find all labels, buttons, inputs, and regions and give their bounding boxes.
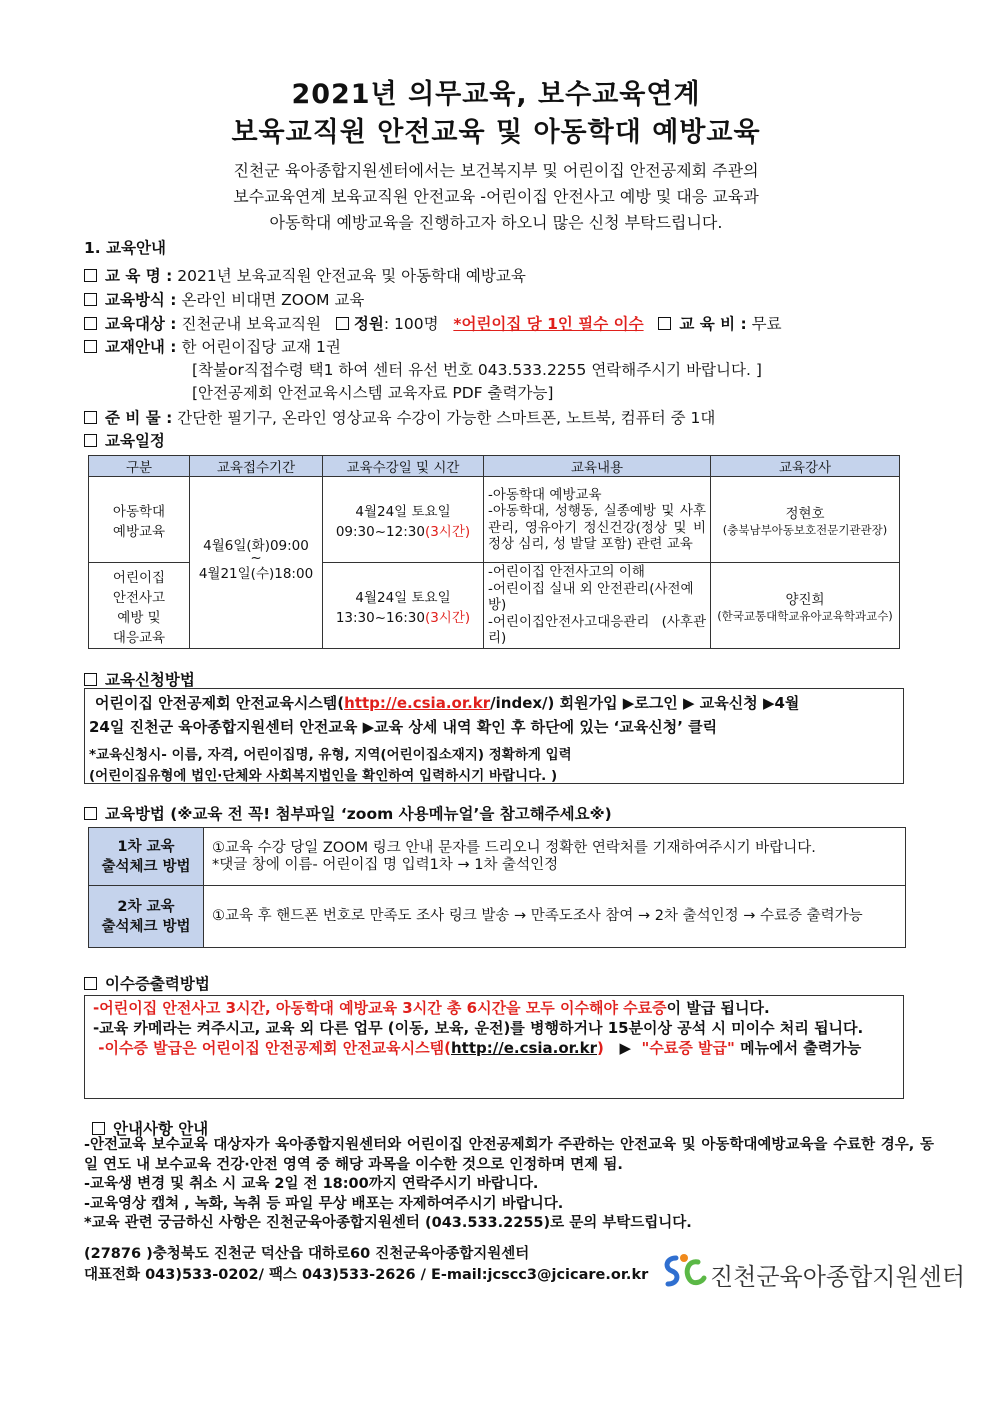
textbook-note-1: [착불or직접수령 택1 하여 센터 유선 번호 043.533.2255 연락해주시기 바랍니다. ] bbox=[192, 361, 762, 379]
csia-link-2[interactable]: http://e.csia.or.kr bbox=[451, 1039, 598, 1057]
notice-line-3: -교육영상 캡쳐 , 녹화, 녹취 등 파일 무상 배포는 자제하여주시기 바랍니다. bbox=[84, 1195, 564, 1212]
intro-line-2: 보수교육연계 보육교직원 안전교육 -어린이집 안전사고 예방 및 대응 교육과 bbox=[233, 187, 759, 206]
center-logo bbox=[660, 1250, 966, 1292]
notice-line-2: -교육생 변경 및 취소 시 교육 2일 전 18:00까지 연락주시기 바랍니다. bbox=[84, 1176, 539, 1192]
info-row-name: 교 육 명 : 2021년 보육교직원 안전교육 및 아동학대 예방교육 bbox=[84, 264, 526, 286]
notice-line-4: *교육 관련 궁금하신 사항은 진천군육아종합지원센터 (043.533.2255)로 문의 부탁드립니다. bbox=[84, 1215, 692, 1231]
certificate-line-2: -교육 카메라는 켜주시고, 교육 외 다른 업무 (이동, 보육, 운전)를 병행하거나 15분이상 공석 시 미이수 처리 됩니다. bbox=[93, 1019, 864, 1037]
header-category: 구분 bbox=[89, 456, 190, 477]
header-content: 교육내용 bbox=[484, 456, 711, 477]
info-row-target: 교육대상 : 진천군내 보육교직원 정원: 100명 *어린이집 당 1인 필수 이수 교 육 비 : 무료 bbox=[84, 312, 782, 334]
apply-box bbox=[84, 688, 904, 784]
table-row bbox=[89, 886, 906, 948]
document-title-line1: 2021년 의무교육, 보수교육연계 bbox=[291, 79, 701, 110]
apply-line-4: (어린이집유형에 법인·단체와 사회복지법인을 확인하여 입력하시기 바랍니다. ) bbox=[89, 768, 558, 784]
notice-line-1: -안전교육 보수교육 대상자가 육아종합지원센터와 어린이집 안전공제회가 주관하는 안전교육 및 아동학대예방교육을 수료한 경우, 동일 연도 내 보수교육 건강·안전 영역 중 해당 과목을 이수한 것으로 인정하며 면제 됨. bbox=[84, 1137, 934, 1173]
table-row bbox=[89, 828, 906, 886]
method-body-1: ①교육 수강 당일 ZOOM 링크 안내 문자를 드리오니 정확한 연락처를 기재하여주시기 바랍니다. *댓글 창에 이름- 어린이집 명 입력1차 → 1차 출석인정 bbox=[204, 828, 906, 886]
checkbox-icon bbox=[84, 434, 97, 447]
schedule-table bbox=[88, 455, 900, 649]
checkbox-icon bbox=[336, 317, 349, 330]
method-label-1: 1차 교육 출석체크 방법 bbox=[89, 828, 204, 886]
header-period: 교육접수기간 bbox=[190, 456, 323, 477]
info-row-prep: 준 비 물 : 간단한 필기구, 온라인 영상교육 수강이 가능한 스마트폰, 노트북, 컴퓨터 중 1대 bbox=[84, 406, 715, 428]
row1-instructor: 정현호 (충북남부아동보호전문기관관장) bbox=[711, 477, 900, 563]
checkbox-icon bbox=[84, 807, 97, 820]
notice-list bbox=[84, 1136, 934, 1234]
apply-line-2: 24일 진천군 육아종합지원센터 안전교육 ▶교육 상세 내역 확인 후 하단에 있는 ‘교육신청’ 클릭 bbox=[89, 718, 718, 736]
row1-content: -아동학대 예방교육 -아동학대, 성행동, 실종예방 및 사후관리, 영유아기 정신건강(정상 및 비정상 심리, 성 발달 포함) 관련 교육 bbox=[484, 477, 711, 563]
checkbox-icon bbox=[84, 673, 97, 686]
checkbox-icon bbox=[92, 1122, 105, 1135]
apply-line-1: 어린이집 안전공제회 안전교육시스템(http://e.csia.or.kr/index/) 회원가입 ▶로그인 ▶ 교육신청 ▶4월 bbox=[95, 694, 800, 712]
required-note: *어린이집 당 1인 필수 이수 bbox=[453, 315, 644, 333]
registration-period: 4월6일(화)09:00 ~ 4월21일(수)18:00 bbox=[190, 477, 323, 649]
logo-text: 진천군육아종합지원센터 bbox=[710, 1263, 966, 1291]
info-row-method: 교육방식 : 온라인 비대면 ZOOM 교육 bbox=[84, 288, 364, 310]
method-heading: 교육방법 (※교육 전 꼭! 첨부파일 ‘zoom 사용메뉴얼’을 참고해주세요※) bbox=[84, 802, 612, 824]
intro-line-3: 아동학대 예방교육을 진행하고자 하오니 많은 신청 부탁드립니다. bbox=[269, 213, 723, 232]
info-row-textbook: 교재안내 : 한 어린이집당 교재 1권 bbox=[84, 335, 341, 357]
checkbox-icon bbox=[84, 293, 97, 306]
row2-datetime: 4월24일 토요일 13:30~16:30(3시간) bbox=[323, 563, 484, 649]
method-table bbox=[88, 827, 906, 948]
logo-mark-icon bbox=[660, 1250, 708, 1292]
row2-content: -어린이집 안전사고의 이해 -어린이집 실내 외 안전관리(사전예방) -어린이집안전사고대응관리 (사후관리) bbox=[484, 563, 711, 649]
checkbox-icon bbox=[84, 317, 97, 330]
row1-datetime: 4월24일 토요일 09:30~12:30(3시간) bbox=[323, 477, 484, 563]
section-heading-guide: 1. 교육안내 bbox=[84, 239, 166, 257]
apply-line-3: *교육신청시- 이름, 자격, 어린이집명, 유형, 지역(어린이집소재지) 정확하게 입력 bbox=[89, 747, 572, 763]
row1-category: 아동학대 예방교육 bbox=[89, 477, 190, 563]
intro-line-1: 진천군 육아종합지원센터에서는 보건복지부 및 어린이집 안전공제회 주관의 bbox=[233, 161, 759, 180]
header-instructor: 교육강사 bbox=[711, 456, 900, 477]
row2-category: 어린이집 안전사고 예방 및 대응교육 bbox=[89, 563, 190, 649]
checkbox-icon bbox=[84, 411, 97, 424]
document-title-line2: 보육교직원 안전교육 및 아동학대 예방교육 bbox=[231, 117, 761, 148]
method-label-2: 2차 교육 출석체크 방법 bbox=[89, 886, 204, 948]
footer-address: (27876 )충청북도 진천군 덕산읍 대하로60 진천군육아종합지원센터 bbox=[84, 1246, 530, 1262]
checkbox-icon bbox=[84, 340, 97, 353]
checkbox-icon bbox=[84, 977, 97, 990]
header-datetime: 교육수강일 및 시간 bbox=[323, 456, 484, 477]
table-row bbox=[89, 477, 900, 563]
textbook-note-2: [안전공제회 안전교육시스템 교육자료 PDF 출력가능] bbox=[192, 384, 554, 402]
apply-heading: 교육신청방법 bbox=[84, 668, 195, 690]
notice-heading: 안내사항 안내 bbox=[92, 1117, 208, 1139]
csia-link[interactable]: http://e.csia.or.kr bbox=[344, 694, 491, 712]
info-row-schedule: 교육일정 bbox=[84, 429, 165, 451]
arrow-right-icon: ▶ bbox=[619, 1039, 632, 1057]
schedule-header-row bbox=[89, 456, 900, 477]
certificate-heading: 이수증출력방법 bbox=[84, 972, 210, 994]
checkbox-icon bbox=[658, 317, 671, 330]
certificate-line-1: -어린이집 안전사고 3시간, 아동학대 예방교육 3시간 총 6시간을 모두 이수해야 수료증이 발급 됩니다. bbox=[93, 999, 770, 1017]
checkbox-icon bbox=[84, 269, 97, 282]
footer-contact: 대표전화 043)533-0202/ 팩스 043)533-2626 / E-mail:jcscc3@jcicare.or.kr bbox=[84, 1267, 649, 1283]
method-body-2: ①교육 후 핸드폰 번호로 만족도 조사 링크 발송 → 만족도조사 참여 → 2차 출석인정 → 수료증 출력가능 bbox=[204, 886, 906, 948]
certificate-line-3: -이수증 발급은 어린이집 안전공제회 안전교육시스템(http://e.csia.or.kr) ▶ "수료증 발급" 메뉴에서 출력가능 bbox=[98, 1039, 862, 1057]
certificate-box bbox=[84, 995, 904, 1099]
row2-instructor: 양진희 (한국교통대학교유아교육학과교수) bbox=[711, 563, 900, 649]
